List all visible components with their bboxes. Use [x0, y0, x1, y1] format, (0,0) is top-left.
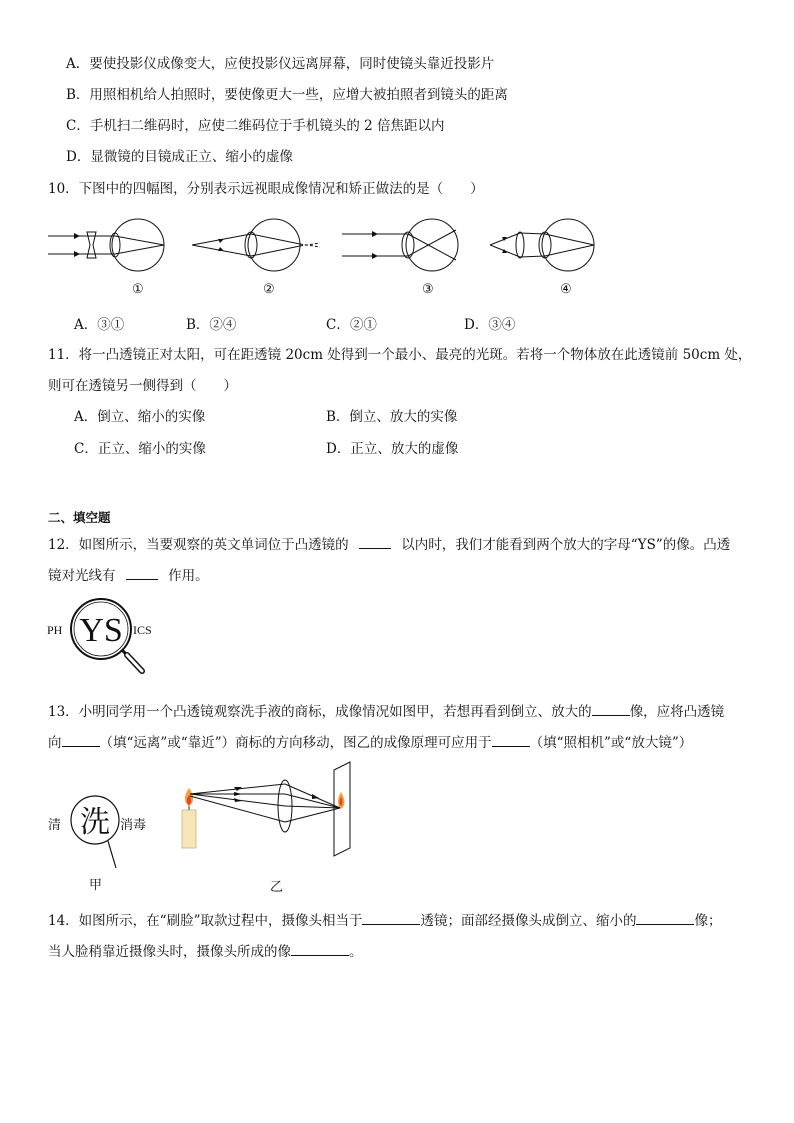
q13-line1-part2: 像，应将凸透镜	[629, 704, 725, 720]
q12-blank-2[interactable]	[126, 565, 158, 580]
q11-stem-line2: 则可在透镜另一侧得到（ ）	[48, 378, 237, 394]
diagram-label-2: ②	[263, 282, 275, 297]
q13-blank-2[interactable]	[62, 732, 100, 747]
magnifier-figure-ys	[46, 594, 161, 684]
q14-line2-part1: 当人脸稍靠近摄像头时，摄像头所成的像	[48, 944, 291, 960]
q13-line1-part1: 13．小明同学用一个凸透镜观察洗手液的商标，成像情况如图甲，若想再看到倒立、放大的	[48, 704, 592, 720]
q14-line1	[48, 910, 721, 930]
q14-blank-2[interactable]	[636, 910, 694, 925]
q14-line1-part2: 透镜；面部经摄像头成倒立、缩小的	[420, 913, 637, 929]
q10-option-d: D．③④	[464, 317, 516, 333]
q13-line2	[48, 732, 692, 752]
diagram-label-3: ③	[422, 282, 434, 297]
magnifier-figure-jia	[46, 790, 161, 875]
q12-line1-part1: 12．如图所示，当要观察的英文单词位于凸透镜的	[48, 537, 349, 553]
q13-line2-part2: （填“远离”或“靠近”）商标的方向移动，图乙的成像原理可应用于	[99, 735, 492, 751]
q11-stem-line1: 11．将一凸透镜正对太阳，可在距透镜 20cm 处得到一个最小、最亮的光斑。若将一个物体放在此透镜前 50cm 处，	[48, 347, 752, 363]
fig12-right-text: ICS	[133, 623, 152, 637]
fig12-left-text: PH	[47, 623, 63, 637]
diagram-label-1: ①	[132, 282, 144, 297]
q9-option-b: B．用照相机给人拍照时，要使像更大一些，应增大被拍照者到镜头的距离	[66, 87, 508, 103]
q12-line1	[48, 534, 730, 554]
q14-line2-part2: 。	[349, 944, 363, 960]
q13-line2-part1: 向	[48, 735, 62, 751]
q10-stem: 10．下图中的四幅图，分别表示远视眼成像情况和矫正做法的是（ ）	[48, 181, 484, 197]
q13-blank-3[interactable]	[492, 732, 530, 747]
q13-blank-1[interactable]	[592, 701, 630, 716]
q14-line2	[48, 941, 363, 961]
fig13-caption-jia: 甲	[89, 878, 103, 893]
section-title-fill-blank: 二、填空题	[48, 510, 111, 525]
q12-line2	[48, 565, 209, 585]
q14-blank-1[interactable]	[362, 910, 420, 925]
q14-line1-part3: 像；	[694, 913, 722, 929]
optics-figure-yi	[174, 762, 364, 862]
q13-line2-part3: （填“照相机”或“放大镜”）	[529, 735, 693, 751]
eye-diagram-1	[48, 214, 173, 276]
eye-diagram-3	[342, 214, 467, 276]
fig12-lens-text: YS	[79, 612, 123, 649]
q12-blank-1[interactable]	[359, 534, 391, 549]
q14-line1-part1: 14．如图所示，在“刷脸”取款过程中，摄像头相当于	[48, 913, 363, 929]
eye-diagram-2	[190, 214, 325, 276]
diagram-label-4: ④	[560, 282, 572, 297]
fig13-lens-text: 洗	[80, 805, 110, 840]
q9-option-d: D．显微镜的目镜成正立、缩小的虚像	[66, 149, 293, 165]
q11-option-c: C．正立、缩小的实像	[74, 441, 206, 457]
q11-option-d: D．正立、放大的虚像	[326, 441, 459, 457]
fig13-left-text: 清	[48, 818, 62, 833]
q10-option-b: B．②④	[186, 317, 237, 333]
q12-line1-part2: 以内时，我们才能看到两个放大的字母“YS”的像。凸透	[401, 537, 731, 553]
q11-option-a: A．倒立、缩小的实像	[74, 409, 206, 425]
q12-line2-part2: 作用。	[168, 568, 209, 584]
q14-blank-3[interactable]	[291, 941, 349, 956]
fig13-right-text: 消毒	[120, 818, 147, 833]
q10-option-a: A．③①	[74, 317, 125, 333]
q9-option-a: A．要使投影仪成像变大，应使投影仪远离屏幕，同时使镜头靠近投影片	[66, 56, 495, 72]
q10-option-c: C．②①	[326, 317, 377, 333]
q13-line1	[48, 701, 724, 721]
q12-line2-part1: 镜对光线有	[48, 568, 116, 584]
fig13-caption-yi: 乙	[270, 880, 284, 895]
eye-diagram-4	[488, 214, 608, 276]
q9-option-c: C．手机扫二维码时，应使二维码位于手机镜头的 2 倍焦距以内	[66, 118, 445, 134]
q11-option-b: B．倒立、放大的实像	[326, 409, 458, 425]
